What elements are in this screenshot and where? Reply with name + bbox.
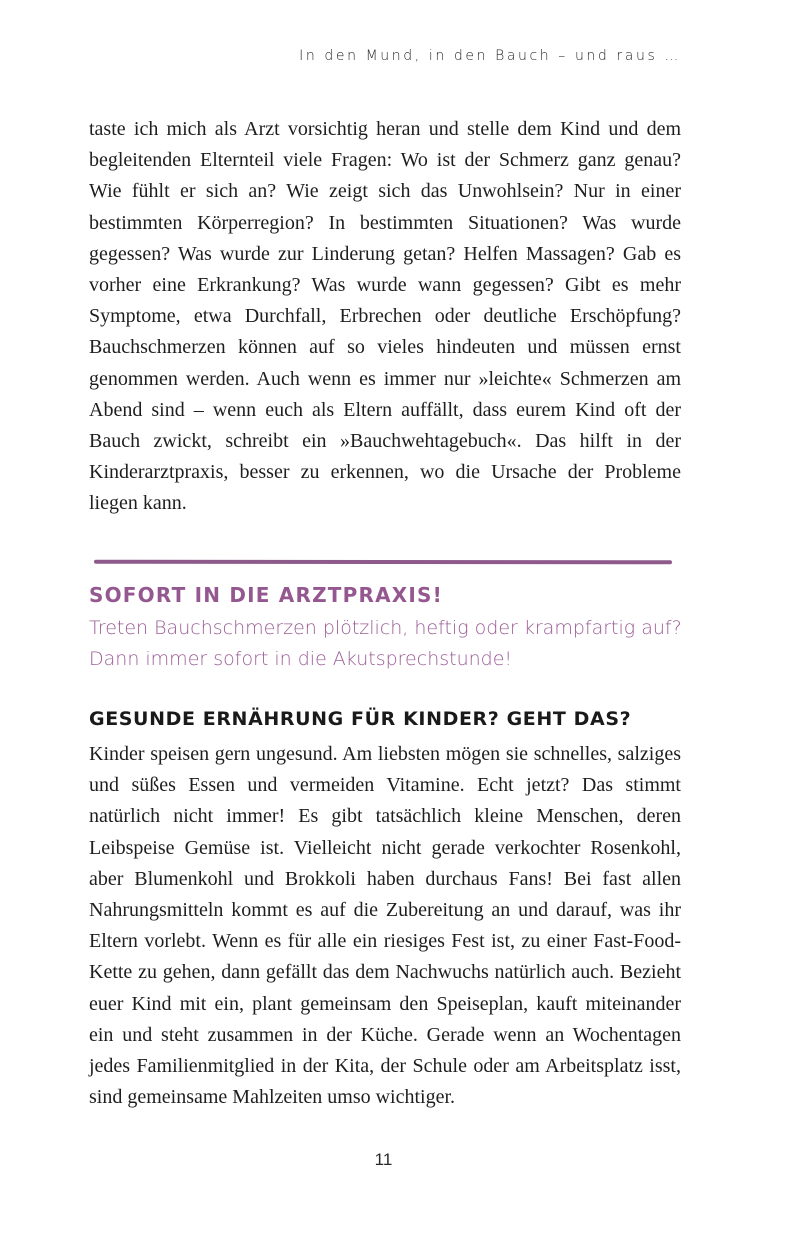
section-heading: GESUNDE ERNÄHRUNG FÜR KINDER? GEHT DAS? [89,708,632,730]
callout-text: Treten Bauchschmerzen plötzlich, heftig oder krampfartig auf? Dann immer sofort in die Akutsprechstunde! [89,617,682,670]
page-number: 11 [374,1150,393,1169]
callout-divider [94,560,672,565]
body-paragraph [89,114,681,520]
section-paragraph [89,739,681,1113]
paragraph-text: Kinder speisen gern ungesund. Am liebsten mögen sie schnelles, salziges und süßes Essen und vermeiden Vitamine. Echt jetzt? Das stimmt natürlich nicht immer! Es gibt tatsächlich kleine Menschen, deren Leibspeise Gemüse ist. Vielleicht nicht gerade verkochter Rosenkohl, aber Blumenkohl und Brokkoli haben durchaus Fans! Bei fast allen Nahrungsmitteln kommt es auf die Zubereitung an und darauf, was ihr Eltern vorlebt. Wenn es für alle ein riesiges Fest ist, zu einer Fast-Food-Kette zu gehen, dann gefällt das dem Nachwuchs natürlich auch. Bezieht euer Kind mit ein, plant gemeinsam den Speiseplan, kauft miteinander ein und steht zusammen in der Küche. Gerade wenn an Wochentagen jedes Familienmitglied in der Kita, der Schule oder am Arbeitsplatz isst, sind gemeinsame Mahlzeiten umso wichtiger. [89,743,681,1109]
running-head: In den Mund, in den Bauch – und raus … [299,48,681,64]
paragraph-text: taste ich mich als Arzt vorsichtig heran und stelle dem Kind und dem begleitenden Elternteil viele Fragen: Wo ist der Schmerz ganz genau? Wie fühlt er sich an? Wie zeigt sich das Unwohlsein? Nur in einer bestimmten Körperregion? In bestimmten Situationen? Was wurde gegessen? Was wurde zur Linderung getan? Helfen Massagen? Gab es vorher eine Erkrankung? Was wurde wann gegessen? Gibt es mehr Symptome, etwa Durchfall, Erbrechen oder deutliche Erschöpfung? Bauchschmerzen können auf so vieles hindeuten und müssen ernst genommen werden. Auch wenn es immer nur »leichte« Schmerzen am Abend sind – wenn euch als Eltern auffällt, dass eurem Kind oft der Bauch zwickt, schreibt ein »Bauchwehtagebuch«. Das hilft in der Kinderarztpraxis, besser zu erkennen, wo die Ursache der Probleme liegen kann. [89,118,681,515]
callout-title: SOFORT IN DIE ARZTPRAXIS! [89,583,443,607]
